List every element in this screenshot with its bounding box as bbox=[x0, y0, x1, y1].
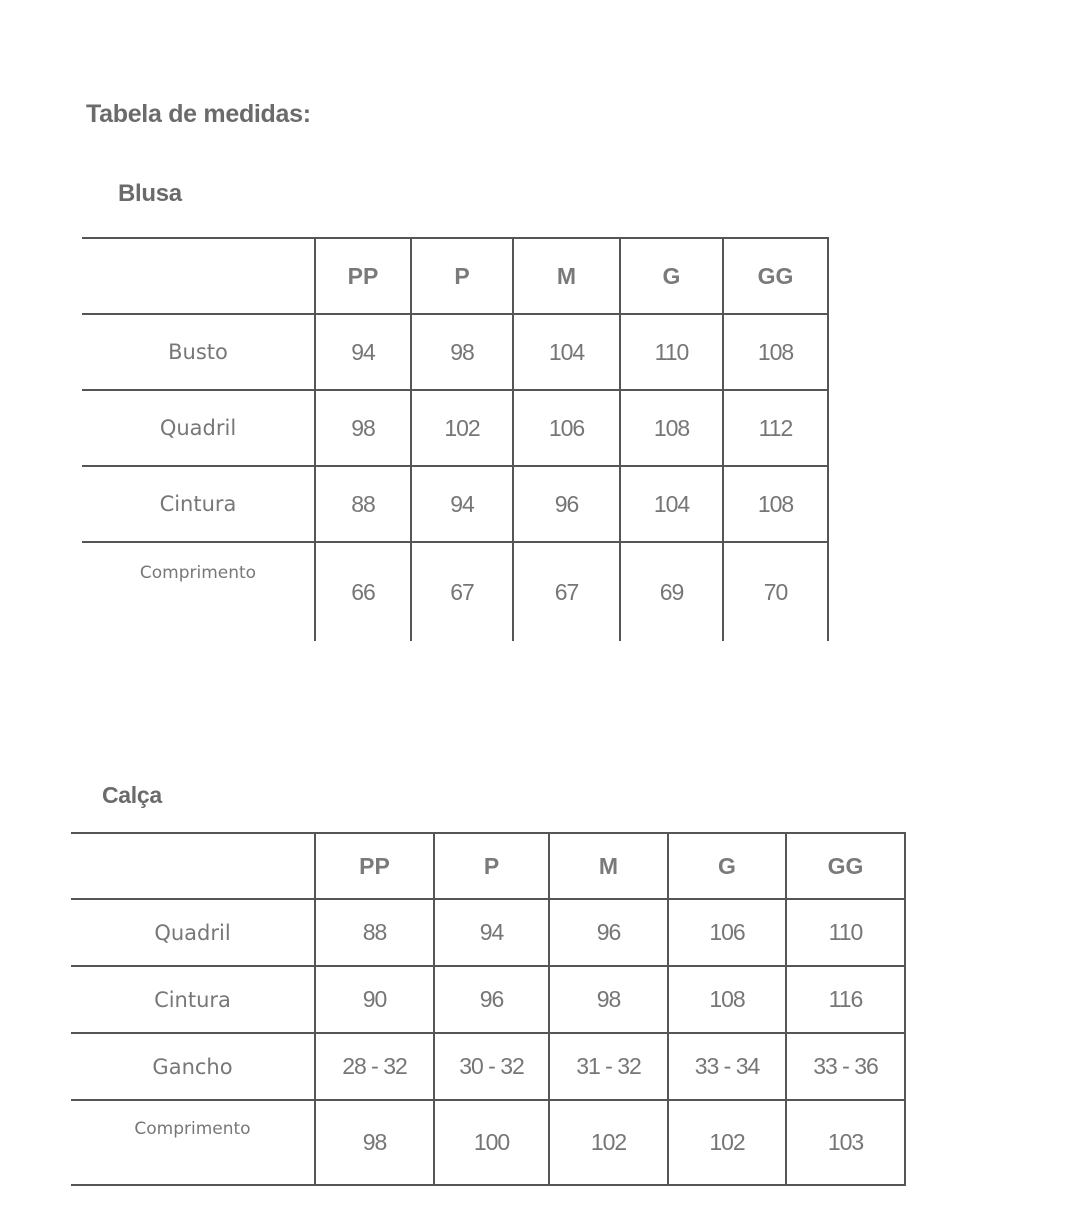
row-label: Cintura bbox=[71, 966, 315, 1033]
measure-cell: 98 bbox=[549, 966, 668, 1033]
size-header: M bbox=[549, 833, 668, 899]
page-title: Tabela de medidas: bbox=[86, 100, 311, 128]
size-header: GG bbox=[786, 833, 905, 899]
calca-section-title: Calça bbox=[102, 782, 162, 808]
measure-cell: 94 bbox=[315, 314, 411, 390]
row-label: Quadril bbox=[82, 390, 315, 466]
measure-cell: 98 bbox=[411, 314, 513, 390]
size-header: PP bbox=[315, 238, 411, 314]
row-label: Busto bbox=[82, 314, 315, 390]
measure-cell: 106 bbox=[513, 390, 620, 466]
measure-cell: 103 bbox=[786, 1100, 905, 1185]
measure-cell: 90 bbox=[315, 966, 434, 1033]
measure-cell: 33 - 34 bbox=[668, 1033, 786, 1100]
measure-cell: 108 bbox=[723, 314, 828, 390]
table-row bbox=[71, 966, 905, 1033]
measure-cell: 67 bbox=[513, 542, 620, 641]
measure-cell: 108 bbox=[620, 390, 723, 466]
measure-cell: 88 bbox=[315, 466, 411, 542]
measure-cell: 112 bbox=[723, 390, 828, 466]
row-label: Comprimento bbox=[71, 1100, 315, 1185]
size-header: M bbox=[513, 238, 620, 314]
measure-cell: 108 bbox=[668, 966, 786, 1033]
blusa-section-title: Blusa bbox=[118, 180, 182, 207]
row-label: Quadril bbox=[71, 899, 315, 966]
table-row bbox=[71, 1033, 905, 1100]
measure-cell: 28 - 32 bbox=[315, 1033, 434, 1100]
measure-cell: 104 bbox=[513, 314, 620, 390]
table-row bbox=[82, 390, 828, 466]
measure-cell: 98 bbox=[315, 1100, 434, 1185]
row-label: Gancho bbox=[71, 1033, 315, 1100]
table-header-row bbox=[71, 833, 905, 899]
measure-cell: 108 bbox=[723, 466, 828, 542]
size-header: PP bbox=[315, 833, 434, 899]
measure-cell: 96 bbox=[513, 466, 620, 542]
measure-cell: 33 - 36 bbox=[786, 1033, 905, 1100]
calca-size-table bbox=[71, 832, 906, 1186]
measure-cell: 70 bbox=[723, 542, 828, 641]
measure-cell: 110 bbox=[620, 314, 723, 390]
size-header: G bbox=[668, 833, 786, 899]
measure-cell: 110 bbox=[786, 899, 905, 966]
measure-cell: 30 - 32 bbox=[434, 1033, 549, 1100]
measure-cell: 94 bbox=[434, 899, 549, 966]
row-label: Cintura bbox=[82, 466, 315, 542]
size-header: P bbox=[411, 238, 513, 314]
measure-cell: 98 bbox=[315, 390, 411, 466]
table-row bbox=[82, 542, 828, 641]
measure-cell: 66 bbox=[315, 542, 411, 641]
measure-cell: 100 bbox=[434, 1100, 549, 1185]
measure-cell: 67 bbox=[411, 542, 513, 641]
measure-cell: 31 - 32 bbox=[549, 1033, 668, 1100]
table-row bbox=[82, 466, 828, 542]
table-corner-cell bbox=[82, 238, 315, 314]
measure-cell: 96 bbox=[549, 899, 668, 966]
measure-cell: 102 bbox=[411, 390, 513, 466]
measure-cell: 102 bbox=[549, 1100, 668, 1185]
table-row bbox=[71, 1100, 905, 1185]
measure-cell: 94 bbox=[411, 466, 513, 542]
measure-cell: 88 bbox=[315, 899, 434, 966]
table-header-row bbox=[82, 238, 828, 314]
measure-cell: 106 bbox=[668, 899, 786, 966]
measure-cell: 69 bbox=[620, 542, 723, 641]
measure-cell: 104 bbox=[620, 466, 723, 542]
table-corner-cell bbox=[71, 833, 315, 899]
size-header: GG bbox=[723, 238, 828, 314]
size-header: G bbox=[620, 238, 723, 314]
blusa-size-table bbox=[82, 237, 829, 641]
table-row bbox=[71, 899, 905, 966]
measure-cell: 116 bbox=[786, 966, 905, 1033]
size-header: P bbox=[434, 833, 549, 899]
row-label: Comprimento bbox=[82, 542, 315, 641]
table-row bbox=[82, 314, 828, 390]
measure-cell: 96 bbox=[434, 966, 549, 1033]
measure-cell: 102 bbox=[668, 1100, 786, 1185]
